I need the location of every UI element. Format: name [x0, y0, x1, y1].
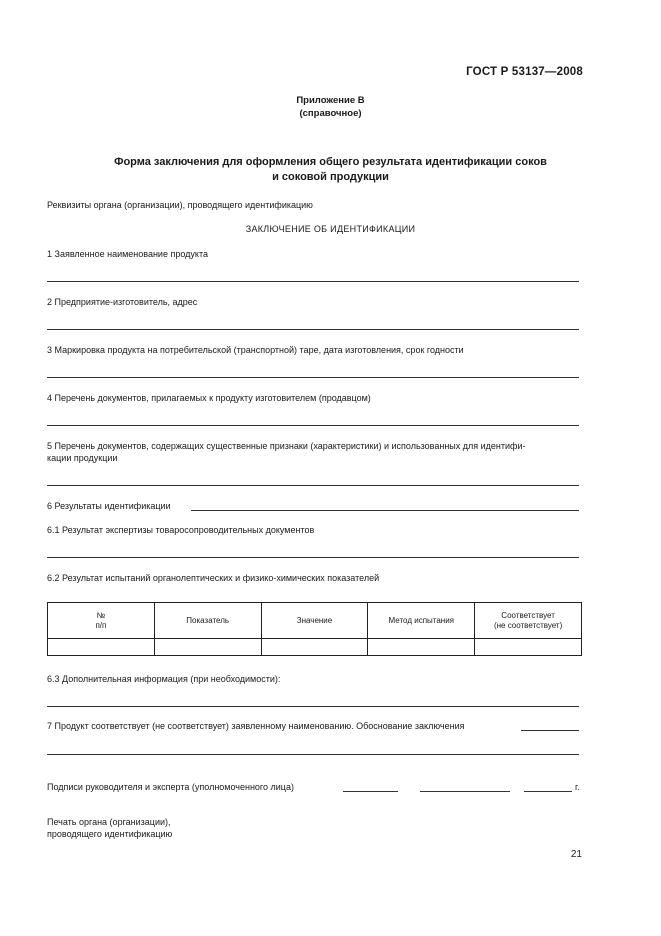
- fill-line: [47, 754, 579, 755]
- header-cell-method: Метод испытания: [368, 603, 475, 639]
- year-suffix: г.: [575, 782, 580, 792]
- signature-line: [420, 791, 510, 792]
- document-title-line-2: и соковой продукции: [272, 171, 389, 183]
- item-6-1-label: 6.1 Результат экспертизы товаросопроводительных документов: [47, 525, 315, 535]
- fill-line: [47, 281, 579, 282]
- table-row: [48, 639, 582, 656]
- item-1-label: 1 Заявленное наименование продукта: [47, 249, 208, 259]
- item-6-label: 6 Результаты идентификации: [47, 501, 171, 511]
- header-cell-number: № п/п: [48, 603, 155, 639]
- item-5-label-line-2: кации продукции: [47, 453, 118, 463]
- form-title: ЗАКЛЮЧЕНИЕ ОБ ИДЕНТИФИКАЦИИ: [245, 224, 416, 234]
- item-6-3-label: 6.3 Дополнительная информация (при необходимости):: [47, 674, 281, 684]
- annex-title: Приложение В: [296, 95, 365, 106]
- item-2-label: 2 Предприятие-изготовитель, адрес: [47, 297, 198, 307]
- stamp-label-line-1: Печать органа (организации),: [47, 817, 171, 827]
- table-cell[interactable]: [261, 639, 368, 656]
- signature-line: [343, 791, 398, 792]
- fill-line: [47, 557, 579, 558]
- requisites-label: Реквизиты органа (организации), проводящего идентификацию: [47, 200, 313, 210]
- header-cell-compliance: Соответствует (не соответствует): [475, 603, 582, 639]
- document-title-line-1: Форма заключения для оформления общего результата идентификации соков: [114, 156, 547, 168]
- date-line: [524, 791, 572, 792]
- item-7-label: 7 Продукт соответствует (не соответствует) заявленному наименованию. Обоснование заключения: [47, 721, 465, 731]
- table-cell[interactable]: [48, 639, 155, 656]
- annex-type: (справочное): [299, 108, 362, 119]
- table-cell[interactable]: [475, 639, 582, 656]
- fill-line: [521, 730, 579, 731]
- table-cell[interactable]: [368, 639, 475, 656]
- item-6-2-label: 6.2 Результат испытаний органолептических и физико-химических показателей: [47, 573, 380, 583]
- fill-line: [47, 329, 579, 330]
- page-number: 21: [570, 849, 582, 860]
- table-cell[interactable]: [154, 639, 261, 656]
- fill-line: [47, 485, 579, 486]
- fill-line: [47, 706, 579, 707]
- document-title: [60, 155, 601, 185]
- header-cell-indicator: Показатель: [154, 603, 261, 639]
- fill-line: [47, 425, 579, 426]
- item-5-label-line-1: 5 Перечень документов, содержащих существенные признаки (характеристики) и использованных для идентифи-: [47, 441, 526, 451]
- item-3-label: 3 Маркировка продукта на потребительской (транспортной) таре, дата изготовления, срок годности: [47, 345, 464, 355]
- standard-number: ГОСТ Р 53137—2008: [466, 66, 583, 78]
- signatures-label: Подписи руководителя и эксперта (уполномоченного лица): [47, 782, 294, 792]
- table-header-row: [48, 603, 582, 639]
- fill-line: [47, 377, 579, 378]
- item-4-label: 4 Перечень документов, прилагаемых к продукту изготовителем (продавцом): [47, 393, 371, 403]
- stamp-label-line-2: проводящего идентификацию: [47, 829, 173, 839]
- header-cell-value: Значение: [261, 603, 368, 639]
- fill-line: [191, 510, 579, 511]
- results-table: [47, 602, 582, 656]
